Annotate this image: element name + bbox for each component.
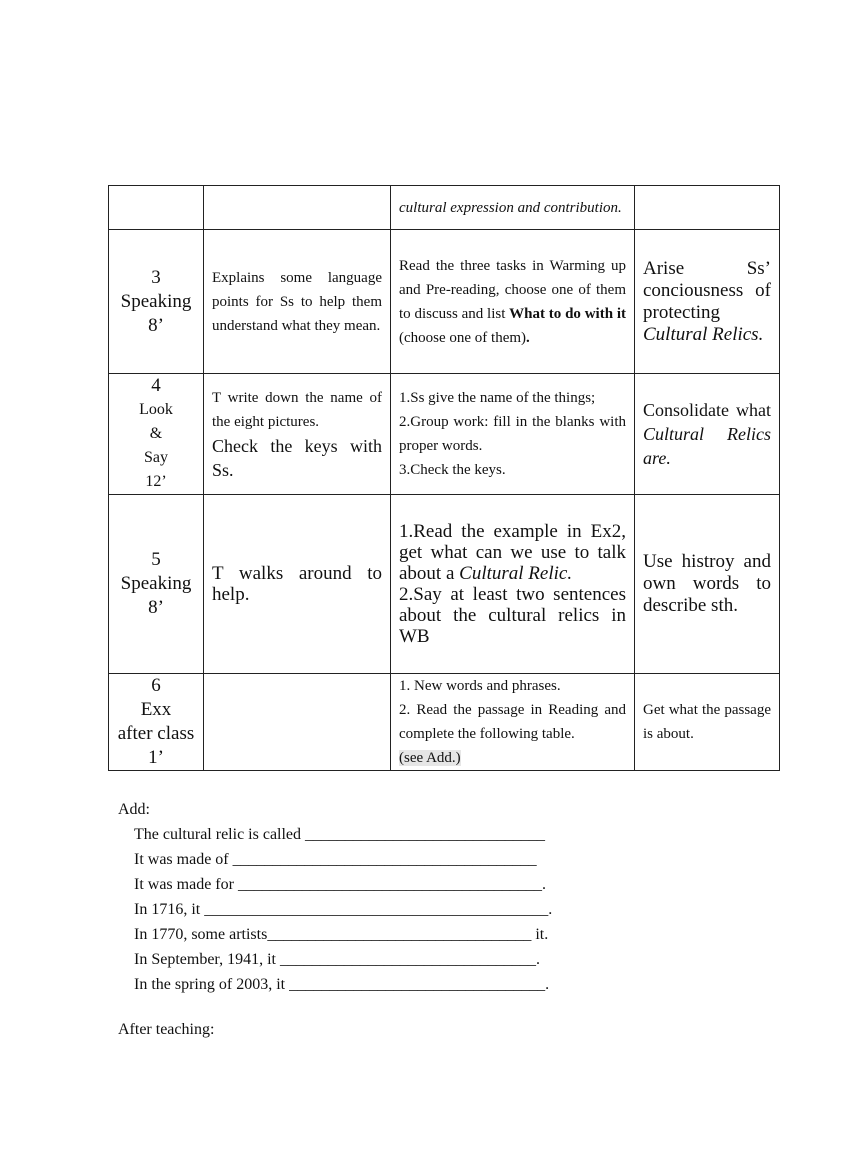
worksheet-line: In 1770, some artists_________________________________ it. — [134, 926, 549, 943]
stage-cell — [109, 495, 204, 674]
stage-ampersand: & — [149, 425, 163, 442]
stage-time: 8’ — [148, 597, 164, 618]
purpose-italic: Cultural Relics are. — [643, 424, 771, 468]
student-activity-text: cultural expression and contribution. — [399, 199, 622, 216]
add-worksheet — [134, 822, 552, 997]
stage-number: 3 — [151, 266, 161, 288]
purpose-cell — [635, 186, 780, 230]
student-activity-item: 2.Say at least two sentences about the cultural relics in WB — [399, 584, 626, 647]
purpose-cell — [635, 674, 780, 771]
stage-time: 8’ — [148, 314, 164, 336]
stage-cell — [109, 374, 204, 495]
teacher-activity-cell — [204, 186, 391, 230]
student-activity-end: . — [526, 329, 530, 346]
teacher-activity-cell — [204, 230, 391, 374]
student-activity-cell — [391, 374, 635, 495]
stage-name: after class — [117, 723, 195, 744]
student-activity-cell — [391, 186, 635, 230]
purpose-text: Use histroy and own words to describe sth. — [643, 551, 771, 616]
worksheet-line: In September, 1941, it ________________________________. — [134, 951, 540, 968]
student-activity-text: 1.Read the example in Ex2, get what can we use to talk about a — [399, 521, 626, 584]
stage-cell — [109, 674, 204, 771]
student-activity-cell — [391, 230, 635, 374]
stage-cell — [109, 186, 204, 230]
purpose-text: Get what the passage is about. — [643, 702, 771, 742]
purpose-text: Arise Ss’ conciousness of protecting — [643, 257, 771, 323]
stage-number: 4 — [151, 375, 161, 396]
student-activity-bold: What to do with it — [509, 305, 626, 322]
student-activity-item — [399, 521, 626, 584]
purpose-text: Consolidate what — [643, 400, 771, 420]
purpose-cell — [635, 374, 780, 495]
worksheet-line: The cultural relic is called ______________________________ — [134, 826, 546, 843]
stage-name: Speaking — [120, 573, 192, 594]
after-teaching-heading: After teaching: — [118, 1021, 215, 1038]
table-row — [109, 186, 780, 230]
table-row — [109, 495, 780, 674]
teacher-activity-text: T write down the name of the eight pictures. — [212, 390, 382, 430]
table-row — [109, 230, 780, 374]
student-activity-item: 2. Read the passage in Reading and complete the following table. — [399, 702, 626, 742]
student-activity-item: 3.Check the keys. — [399, 462, 506, 478]
worksheet-line: In 1716, it ___________________________________________. — [134, 901, 553, 918]
stage-name: Exx — [140, 699, 172, 720]
teacher-activity-cell — [204, 495, 391, 674]
stage-number: 5 — [151, 549, 161, 570]
student-activity-note: (see Add.) — [399, 750, 461, 766]
student-activity-item: 2.Group work: fill in the blanks with proper words. — [399, 414, 626, 454]
teacher-activity-text: Check the keys with Ss. — [212, 436, 382, 480]
student-activity-text: Read the three tasks in Warming up and Pre-reading, choose one of them to discuss and list — [399, 257, 626, 322]
stage-number: 6 — [151, 675, 161, 696]
purpose-cell — [635, 495, 780, 674]
worksheet-line: It was made of ______________________________________ — [134, 851, 537, 868]
purpose-cell — [635, 230, 780, 374]
teacher-activity-text: Explains some language points for Ss to help them understand what they mean. — [212, 269, 382, 334]
student-activity-cell — [391, 674, 635, 771]
lesson-plan-table — [108, 185, 780, 771]
student-activity-item: 1. New words and phrases. — [399, 678, 561, 694]
stage-name: Look — [139, 401, 173, 418]
student-activity-item: 1.Ss give the name of the things; — [399, 390, 596, 406]
stage-cell — [109, 230, 204, 374]
table-row — [109, 674, 780, 771]
stage-name: Say — [144, 449, 168, 466]
teacher-activity-cell — [204, 374, 391, 495]
table-row — [109, 374, 780, 495]
stage-time: 1’ — [148, 747, 164, 768]
student-activity-cell — [391, 495, 635, 674]
student-activity-italic: Cultural Relic. — [459, 563, 573, 584]
teacher-activity-text: T walks around to help. — [212, 563, 382, 605]
worksheet-line: In the spring of 2003, it ________________________________. — [134, 976, 550, 993]
stage-time: 12’ — [145, 473, 167, 490]
student-activity-text: (choose one of them) — [399, 329, 527, 346]
worksheet-line: It was made for ______________________________________. — [134, 876, 546, 893]
stage-name: Speaking — [120, 290, 192, 312]
teacher-activity-cell — [204, 674, 391, 771]
purpose-italic: Cultural Relics. — [643, 323, 764, 345]
add-heading: Add: — [118, 801, 150, 818]
